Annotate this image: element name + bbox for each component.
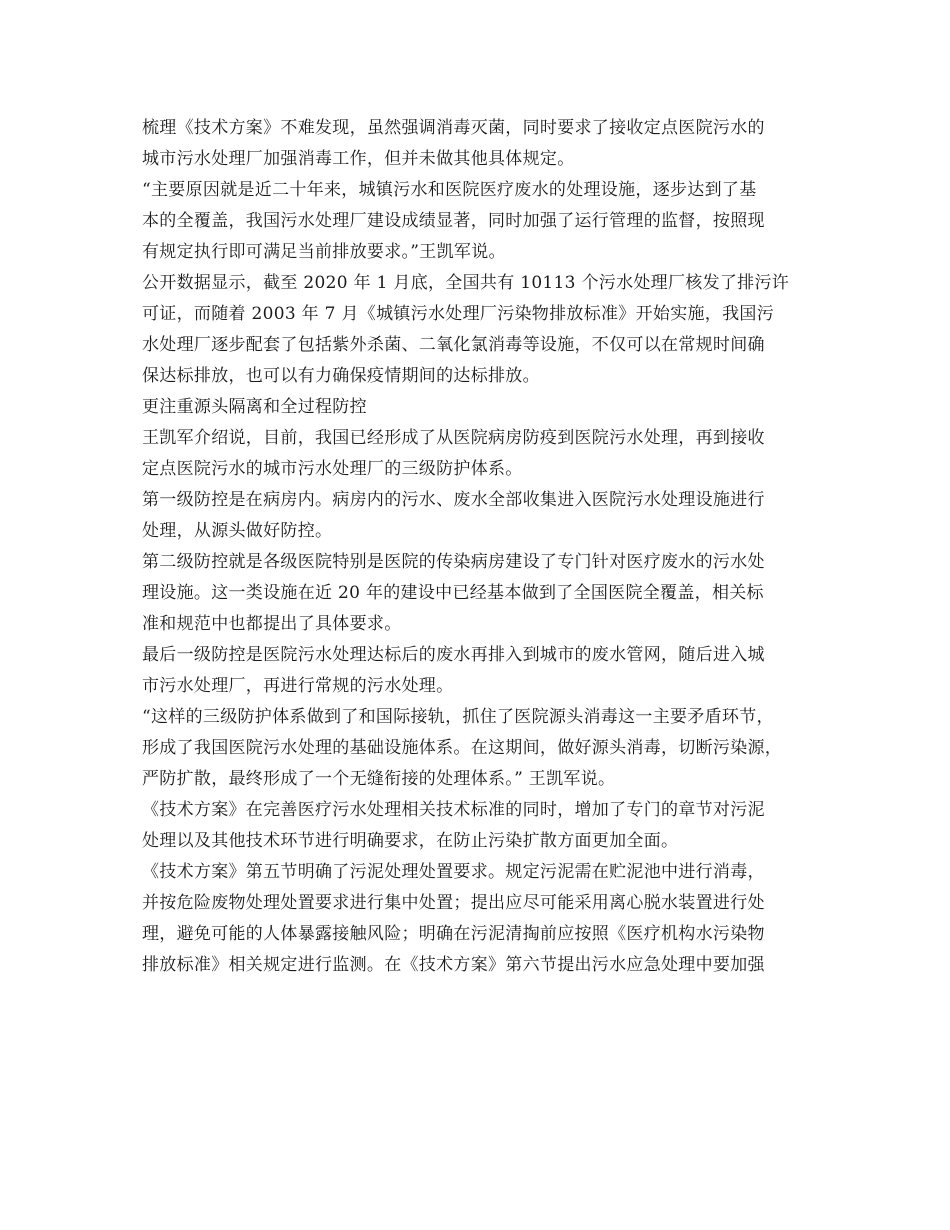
text-line: 最后一级防控是医院污水处理达标后的废水再排入到城市的废水管网，随后进入城 — [142, 645, 765, 665]
text-line: 处理以及其他技术环节进行明确要求，在防止污染扩散方面更加全面。 — [142, 831, 679, 851]
text-line: 市污水处理厂，再进行常规的污水处理。 — [142, 676, 454, 696]
text-line: 《技术方案》在完善医疗污水处理相关技术标准的同时，增加了专门的章节对污泥 — [142, 800, 765, 820]
text-line: 公开数据显示，截至 2020 年 1 月底，全国共有 10113 个污水处理厂核发了排污许 — [142, 273, 790, 293]
text-line: 排放标准》相关规定进行监测。在《技术方案》第六节提出污水应急处理中要加强 — [142, 955, 765, 975]
text-line: 处理，从源头做好防控。 — [142, 521, 333, 541]
text-line: 有规定执行即可满足当前排放要求。”王凯军说。 — [142, 242, 506, 262]
document-body — [142, 113, 832, 981]
text-line: 水处理厂逐步配套了包括紫外杀菌、二氧化氯消毒等设施，不仅可以在常规时间确 — [142, 335, 765, 355]
text-line: 城市污水处理厂加强消毒工作，但并未做其他具体规定。 — [142, 149, 575, 169]
text-line: 《技术方案》第五节明确了污泥处理处置要求。规定污泥需在贮泥池中进行消毒， — [142, 862, 765, 882]
text-line: 本的全覆盖，我国污水处理厂建设成绩显著，同时加强了运行管理的监督，按照现 — [142, 211, 765, 231]
text-line: 理设施。这一类设施在近 20 年的建设中已经基本做到了全国医院全覆盖，相关标 — [142, 583, 764, 603]
section-heading: 更注重源头隔离和全过程防控 — [142, 397, 367, 417]
text-line: 梳理《技术方案》不难发现，虽然强调消毒灭菌，同时要求了接收定点医院污水的 — [142, 118, 765, 138]
text-line: 严防扩散，最终形成了一个无缝衔接的处理体系。” 王凯军说。 — [142, 769, 616, 789]
text-line: 准和规范中也都提出了具体要求。 — [142, 614, 402, 634]
text-line: 并按危险废物处理处置要求进行集中处置；提出应尽可能采用离心脱水装置进行处 — [142, 893, 765, 913]
text-line: 可证，而随着 2003 年 7 月《城镇污水处理厂污染物排放标准》开始实施，我国污 — [142, 304, 774, 324]
text-line: 形成了我国医院污水处理的基础设施体系。在这期间，做好源头消毒，切断污染源， — [142, 738, 783, 758]
text-line: “主要原因就是近二十年来，城镇污水和医院医疗废水的处理设施，逐步达到了基 — [142, 180, 757, 200]
text-line: 王凯军介绍说，目前，我国已经形成了从医院病房防疫到医院污水处理，再到接收 — [142, 428, 765, 448]
text-line: 保达标排放，也可以有力确保疫情期间的达标排放。 — [142, 366, 540, 386]
text-line: 第一级防控是在病房内。病房内的污水、废水全部收集进入医院污水处理设施进行 — [142, 490, 765, 510]
text-line: “这样的三级防护体系做到了和国际接轨，抓住了医院源头消毒这一主要矛盾环节， — [142, 707, 774, 727]
text-line: 第二级防控就是各级医院特别是医院的传染病房建设了专门针对医疗废水的污水处 — [142, 552, 765, 572]
text-line: 理，避免可能的人体暴露接触风险；明确在污泥清掏前应按照《医疗机构水污染物 — [142, 924, 765, 944]
text-line: 定点医院污水的城市污水处理厂的三级防护体系。 — [142, 459, 523, 479]
